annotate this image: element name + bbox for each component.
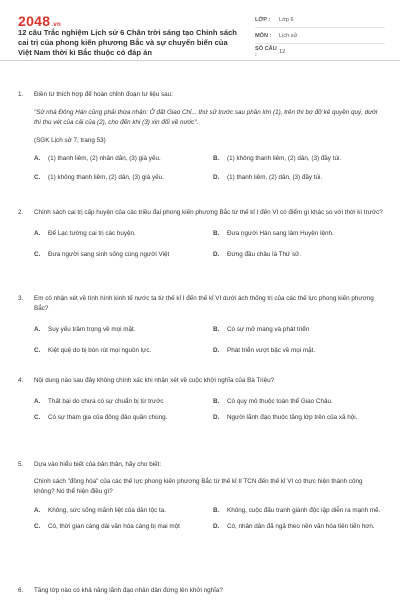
option-a[interactable] <box>34 397 209 407</box>
option-c[interactable] <box>34 346 209 356</box>
option-a[interactable] <box>34 506 209 516</box>
option-text: Để Lạc tướng cai trị các huyện. <box>48 230 136 237</box>
meta-row-count <box>255 44 385 59</box>
option-b[interactable] <box>213 154 388 164</box>
options <box>18 154 384 183</box>
option-letter: A. <box>34 398 41 405</box>
question-text: Điền từ thích hợp để hoàn chỉnh đoạn tư liệu sau: <box>34 91 173 98</box>
question-number: 3. <box>18 295 24 302</box>
option-b[interactable] <box>213 325 388 335</box>
option-text: Có, nhân dân đã ngả theo nền văn hóa tiên tiến hơn. <box>227 523 375 530</box>
option-text: Suy yếu trầm trọng về mọi mặt. <box>48 326 136 333</box>
option-letter: B. <box>213 230 220 237</box>
option-letter: A. <box>34 155 41 162</box>
question-number: 2. <box>18 209 24 216</box>
question-number: 5. <box>18 461 24 468</box>
option-letter: B. <box>213 326 220 333</box>
option-text: (1) thanh liêm, (2) dân, (3) đầy túi. <box>227 174 323 181</box>
option-text: Có, thời gian càng dài văn hóa càng bị mai một <box>48 523 180 530</box>
option-c[interactable] <box>34 250 209 260</box>
option-letter: A. <box>34 230 41 237</box>
options <box>18 397 384 423</box>
option-letter: D. <box>213 347 220 354</box>
option-letter: D. <box>213 523 220 530</box>
question-text-2: Chính sách "đồng hóa" của các thế lực phong kiến phương Bắc từ thế kỉ II TCN đến thế kỉ VI có thực hiện thành công không? Nó thể hiện điều gì? <box>34 478 363 495</box>
meta-value: Lịch sử <box>279 32 298 39</box>
option-letter: C. <box>34 414 41 421</box>
question-number: 6. <box>18 587 24 594</box>
options <box>18 229 384 260</box>
option-text: Phát triển vượt bậc về mọi mặt. <box>227 347 316 354</box>
option-d[interactable] <box>213 346 388 356</box>
option-letter: C. <box>34 523 41 530</box>
meta-row-subject <box>255 28 385 44</box>
option-letter: C. <box>34 174 41 181</box>
option-d[interactable] <box>213 413 388 423</box>
option-d[interactable] <box>213 250 388 260</box>
option-text: (1) không thanh liêm, (2) dân, (3) già yếu. <box>48 174 164 181</box>
option-letter: A. <box>34 326 41 333</box>
page-header <box>0 0 400 61</box>
option-a[interactable] <box>34 325 209 335</box>
question-2 <box>18 208 384 260</box>
option-text: Có sự tham gia của đông đảo quần chúng. <box>48 414 168 421</box>
question-quote: "Sử nhà Đông Hán cũng phải thừa nhận: Ở đất Giao Chỉ... thứ sử trước sau phần lớn (1), trên thì bợ đỡ kẻ quyền quý, dưới thì thu vét của cải của (2), cho đến khi (3) xin đổi về nước". <box>34 109 378 126</box>
options <box>18 325 384 356</box>
option-text: Đưa người sang sinh sống cùng người Việt <box>48 251 170 258</box>
option-text: Thất bại do chưa có sự chuẩn bị từ trước <box>48 398 164 405</box>
option-d[interactable] <box>213 522 388 532</box>
option-d[interactable] <box>213 173 388 183</box>
question-3 <box>18 294 384 356</box>
option-letter: B. <box>213 507 220 514</box>
question-text: Chính sách cai trị cấp huyện của các triều đại phong kiến phương Bắc từ thế kỉ I đến VI có điểm gì khác so với thời kì trước? <box>34 209 383 216</box>
question-text: Dựa vào hiểu biết của bản thân, hãy cho biết: <box>34 461 162 468</box>
option-text: Kiệt quệ do bị bòn rút mọi nguồn lực. <box>48 347 152 354</box>
option-text: (1) không thanh liêm, (2) dân, (3) đầy túi. <box>227 155 342 162</box>
meta-value: Lớp 6 <box>279 16 294 23</box>
option-letter: D. <box>213 174 220 181</box>
option-b[interactable] <box>213 397 388 407</box>
option-a[interactable] <box>34 154 209 164</box>
option-b[interactable] <box>213 229 388 239</box>
meta-label: MÔN : <box>255 32 272 39</box>
option-letter: A. <box>34 507 41 514</box>
site-logo[interactable] <box>18 13 61 29</box>
option-text: Có quy mô thuộc toàn thể Giao Châu. <box>227 398 333 405</box>
option-text: Không, cuộc đấu tranh giành độc lập diễn ra mạnh mẽ. <box>227 507 381 514</box>
option-c[interactable] <box>34 522 209 532</box>
option-b[interactable] <box>213 506 388 516</box>
option-a[interactable] <box>34 229 209 239</box>
option-text: (1) thanh liêm, (2) nhân dân, (3) già yếu. <box>48 155 161 162</box>
question-4 <box>18 376 384 423</box>
option-text: Không, sức sống mãnh liệt của dân tộc ta. <box>48 507 166 514</box>
meta-label: SỐ CÂU : <box>255 45 277 58</box>
option-letter: D. <box>213 251 220 258</box>
question-source: (SGK Lịch sử 7, trang 53) <box>34 137 106 144</box>
page-title: 12 câu Trắc nghiệm Lịch sử 6 Chân trời sáng tạo Chính sách cai trị của phong kiến phương Bắc và sự chuyển biến của Việt Nam thời kì Bắc thuộc có đáp án <box>18 28 237 57</box>
option-c[interactable] <box>34 173 209 183</box>
options <box>18 506 384 532</box>
question-text: Nội dung nào sau đây không chính xác khi nhận xét về cuộc khởi nghĩa của Bà Triệu? <box>34 377 275 384</box>
option-text: Có sự mở mang và phát triển <box>227 326 310 333</box>
meta-value: 12 <box>279 48 286 55</box>
question-1 <box>18 90 384 183</box>
question-text: Tầng lớp nào có khả năng lãnh đạo nhân dân đứng lên khởi nghĩa? <box>34 587 223 594</box>
option-letter: D. <box>213 414 220 421</box>
logo-main: 2048 <box>18 13 51 29</box>
question-text: Em có nhận xét về tình hình kinh tế nước ta từ thế kỉ I đến thế kỉ VI dưới ách thống trị của các thế lực phong kiến phương Bắc? <box>34 295 374 312</box>
question-6 <box>18 586 384 596</box>
option-c[interactable] <box>34 413 209 423</box>
meta-table <box>255 12 385 59</box>
option-letter: C. <box>34 251 41 258</box>
question-5 <box>18 460 384 532</box>
option-text: Đưa người Hán sang làm Huyện lệnh. <box>227 230 334 237</box>
meta-row-class <box>255 12 385 28</box>
option-text: Người lãnh đạo thuộc tầng lớp trên của xã hội. <box>227 414 358 421</box>
option-letter: B. <box>213 155 220 162</box>
option-text: Đứng đầu châu là Thứ sử. <box>227 251 302 258</box>
option-letter: C. <box>34 347 41 354</box>
question-number: 1. <box>18 91 24 98</box>
meta-label: LỚP : <box>255 16 271 23</box>
question-number: 4. <box>18 377 24 384</box>
logo-suffix: .vn <box>51 22 61 28</box>
option-letter: B. <box>213 398 220 405</box>
